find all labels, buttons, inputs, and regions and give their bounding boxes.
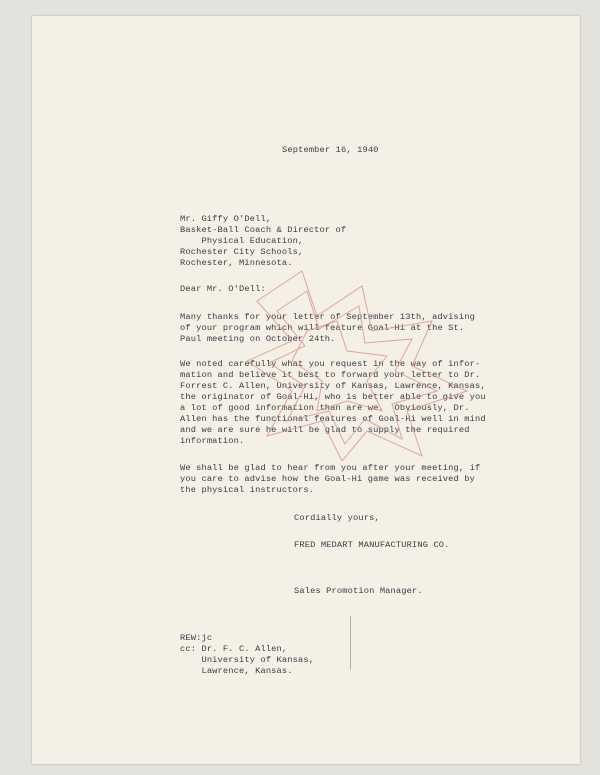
paragraph-line: We shall be glad to hear from you after your meeting, if [180, 463, 481, 473]
paragraph-line: Forrest C. Allen, University of Kansas, Lawrence, Kansas, [180, 381, 486, 391]
paragraph-line: Paul meeting on October 24th. [180, 334, 336, 344]
company-name: FRED MEDART MANUFACTURING CO. [294, 540, 450, 550]
paragraph-line: a lot of good information than are we. Obviously, Dr. [180, 403, 470, 413]
address-line: Physical Education, [180, 236, 304, 246]
address-line: Mr. Giffy O'Dell, [180, 214, 272, 224]
letter-date: September 16, 1940 [282, 145, 379, 155]
cc-line: University of Kansas, [180, 655, 315, 665]
paragraph-line: Many thanks for your letter of September 13th, advising [180, 312, 475, 322]
signer-title: Sales Promotion Manager. [294, 586, 423, 596]
cc-line: cc: Dr. F. C. Allen, [180, 644, 288, 654]
address-line: Rochester City Schools, [180, 247, 304, 257]
paragraph-line: the physical instructors. [180, 485, 315, 495]
paragraph-line: of your program which will feature Goal-Hi at the St. [180, 323, 465, 333]
paragraph-line: We noted carefully what you request in the way of infor- [180, 359, 481, 369]
address-line: Rochester, Minnesota. [180, 258, 293, 268]
paragraph-line: you care to advise how the Goal-Hi game was received by [180, 474, 475, 484]
paragraph-line: information. [180, 436, 245, 446]
typist-initials: REW:jc [180, 633, 213, 643]
letter-page [32, 16, 580, 764]
paragraph-line: mation and believe it best to forward your letter to Dr. [180, 370, 481, 380]
red-stamp-mark [247, 261, 477, 461]
pencil-mark [350, 616, 351, 670]
paragraph-line: and we are sure he will be glad to supply the required [180, 425, 470, 435]
closing: Cordially yours, [294, 513, 380, 523]
cc-line: Lawrence, Kansas. [180, 666, 293, 676]
paragraph-line: Allen has the functional features of Goal-Hi well in mind [180, 414, 486, 424]
address-line: Basket-Ball Coach & Director of [180, 225, 347, 235]
salutation: Dear Mr. O'Dell: [180, 284, 266, 294]
paragraph-line: the originator of Goal-Hi, who is better able to give you [180, 392, 486, 402]
